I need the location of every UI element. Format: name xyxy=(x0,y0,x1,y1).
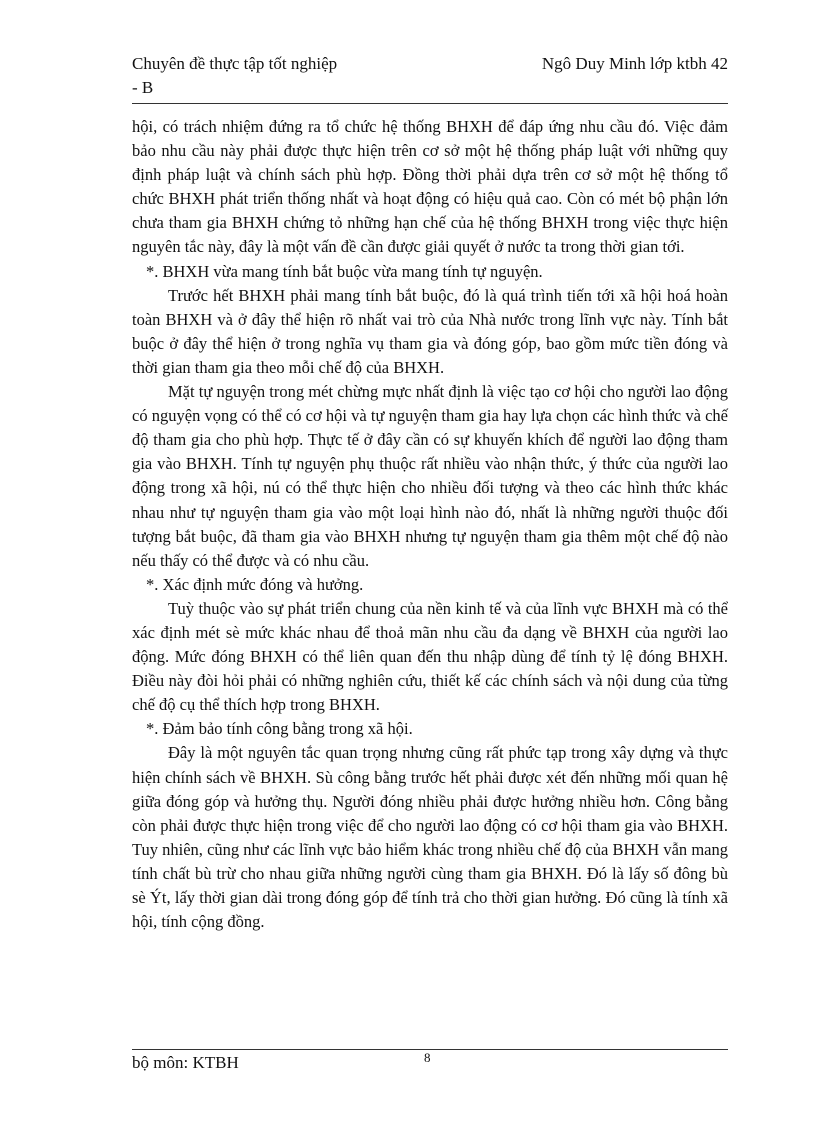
page-header xyxy=(132,52,728,100)
paragraph: Mặt tự nguyện trong mét chừng mực nhất định là việc tạo cơ hội cho người lao động có nguyện vọng có thể có cơ hội và tự nguyện tham gia hay lựa chọn các hình thức và chế độ tham gia cho phù hợp. Thực tế ở đây cần có sự khuyến khích để người lao động tham gia vào BHXH. Tính tự nguyện phụ thuộc rất nhiều vào nhận thức, ý thức của người lao động trong xã hội, nú có thể thực hiện cho nhiều đối tượng và theo các hình thức khác nhau như tự nguyện tham gia vào một loại hình nào đó, nhất là những người thuộc đối tượng bắt buộc, đã tham gia vào BHXH nhưng tự nguyện tham gia thêm một chế độ nào nếu thấy có thể được và có nhu cầu. xyxy=(132,382,728,570)
paragraph: Tuỳ thuộc vào sự phát triển chung của nền kinh tế và của lĩnh vực BHXH mà có thể xác định mét sè mức khác nhau để thoả mãn nhu cầu đa dạng về BHXH của người lao động. Mức đóng BHXH có thể liên quan đến thu nhập dùng để tính tỷ lệ đóng BHXH. Điều này đòi hỏi phải có những nghiên cứu, thiết kế các chính sách và nội dung của từng chế độ cụ thể thích hợp trong BHXH. xyxy=(132,598,728,715)
header-divider xyxy=(132,103,728,104)
paragraph: hội, có trách nhiệm đứng ra tổ chức hệ thống BHXH để đáp ứng nhu cầu đó. Việc đảm bảo nhu cầu này phải được thực hiện trên cơ sở một hệ thống pháp luật với những quy định pháp luật và chính sách phù hợp. Đồng thời phải dựa trên cơ sở một hệ thống tổ chức BHXH phát triển thống nhất và hoạt động có hiệu quả cao. Còn có mét bộ phận lớn chưa tham gia BHXH chứng tỏ những hạn chế của hệ thống BHXH trong việc thực hiện nguyên tắc này, đây là một vấn đề cần được giải quyết ở nước ta trong thời gian tới. xyxy=(132,117,728,257)
footer-department: bộ môn: KTBH xyxy=(132,1053,239,1072)
section-heading: *. BHXH vừa mang tính bắt buộc vừa mang tính tự nguyện. xyxy=(146,261,543,281)
header-title: Chuyên đề thực tập tốt nghiệp xyxy=(132,54,338,73)
document-body xyxy=(132,115,728,934)
header-class-suffix: - B xyxy=(132,78,154,97)
section-heading: *. Xác định mức đóng và hưởng. xyxy=(146,574,364,594)
paragraph: Trước hết BHXH phải mang tính bắt buộc, đó là quá trình tiến tới xã hội hoá hoàn toàn BHXH và ở đây thể hiện rõ nhất vai trò của Nhà nước trong lĩnh vực này. Tính bắt buộc ở đây thể hiện ở trong nghĩa vụ tham gia và đóng góp, bao gồm mức tiền đóng và thời gian tham gia theo mỗi chế độ của BHXH. xyxy=(132,285,728,377)
paragraph: Đây là một nguyên tắc quan trọng nhưng cũng rất phức tạp trong xây dựng và thực hiện chính sách về BHXH. Sù công bằng trước hết phải được xét đến những mối quan hệ giữa đóng góp và hưởng thụ. Người đóng nhiều phải được hưởng nhiều hơn. Công bằng còn phải được thực hiện trong việc để cho người lao động có cơ hội tham gia vào BHXH. Tuy nhiên, cũng như các lĩnh vực bảo hiểm khác trong nhiều chế độ của BHXH vẫn mang tính chất bù trừ cho nhau giữa những người cùng tham gia BHXH. Đó là lấy số đông bù sè Ýt, lấy thời gian dài trong đóng góp để tính trả cho thời gian hưởng. Đó cũng là tính xã hội, tính cộng đồng. xyxy=(132,743,728,932)
header-author: Ngô Duy Minh lớp ktbh 42 xyxy=(541,54,728,73)
page-footer xyxy=(132,1050,728,1076)
page-number: 8 xyxy=(424,1050,431,1065)
section-heading: *. Đảm bảo tính công bằng trong xã hội. xyxy=(146,719,413,739)
header-row xyxy=(132,52,728,76)
